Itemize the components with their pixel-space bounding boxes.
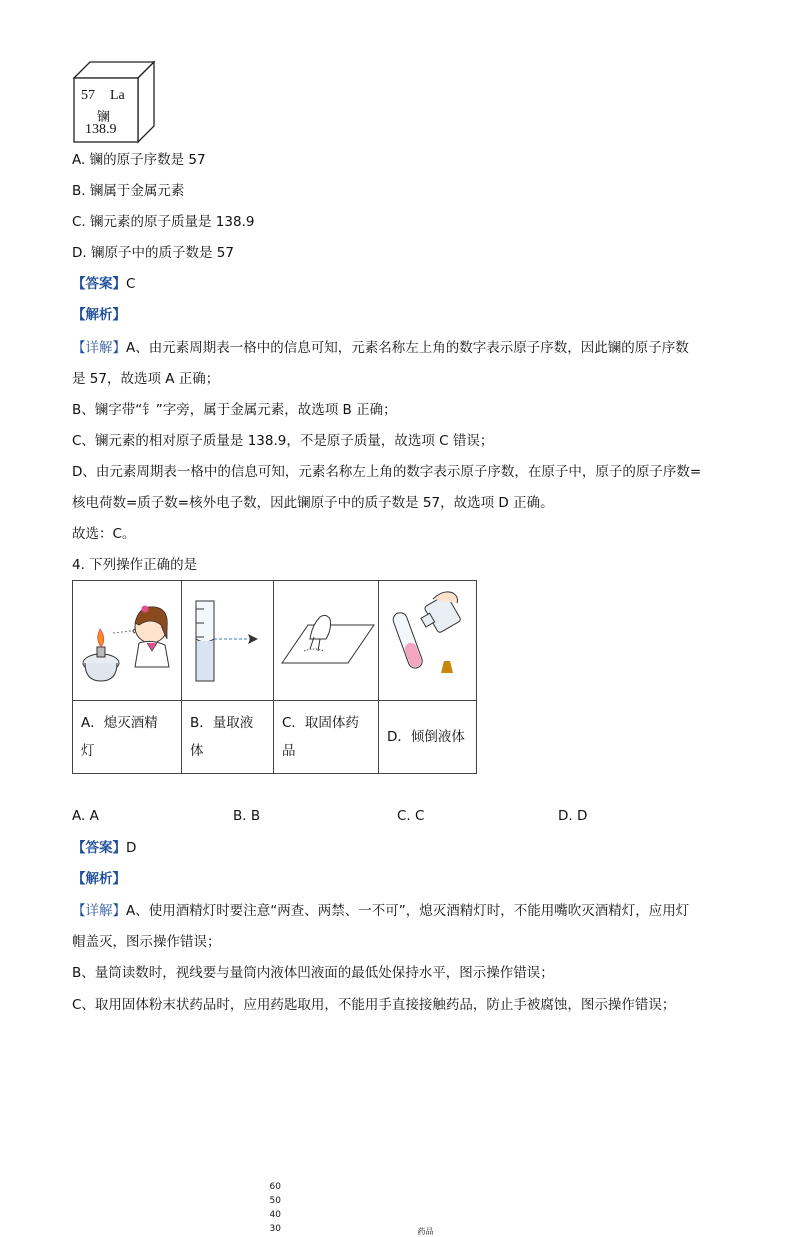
detail-text: A、使用酒精灯时要注意“两查、两禁、一不可”，熄灭酒精灯时，不能用嘴吹灭酒精灯，应用灯	[126, 903, 690, 919]
answer-value: C	[126, 276, 136, 292]
q4-analysis-tag: 【解析】	[72, 871, 126, 887]
hand-picking-solid-icon	[274, 581, 378, 696]
option-b-line1: B．量取液	[190, 715, 254, 731]
element-name: 镧	[97, 110, 111, 125]
q3-detail-line-4: C、镧元素的相对原子质量是 138.9，不是原子质量，故选项 C 错误；	[72, 433, 494, 449]
q4-choice-a: A. A	[72, 808, 99, 824]
pouring-liquid-icon	[379, 581, 476, 696]
q3-analysis-tag: 【解析】	[72, 307, 126, 323]
q3-option-c: C. 镧元素的原子质量是 138.9	[72, 214, 255, 230]
q4-choice-c: C. C	[397, 808, 425, 824]
q3-detail-line-3: B、镧字带“钅”字旁，属于金属元素，故选项 B 正确；	[72, 402, 397, 418]
option-a-line1: A．熄灭酒精	[81, 715, 158, 731]
option-a-image	[73, 581, 182, 701]
tick-40: 40	[269, 1209, 281, 1220]
tick-30: 30	[269, 1223, 281, 1234]
q4-detail-line-2: 帽盖灭，图示操作错误；	[72, 934, 221, 950]
answer-tag: 【答案】	[72, 276, 126, 292]
option-c-line2: 品	[282, 743, 296, 759]
option-d-line1: D．倾倒液体	[387, 729, 465, 745]
alcohol-lamp-blowing-icon	[73, 581, 181, 696]
answer-tag: 【答案】	[72, 840, 126, 856]
q3-option-d: D. 镧原子中的质子数是 57	[72, 245, 234, 261]
q3-detail-line-6: 核电荷数=质子数=核外电子数，因此镧原子中的质子数是 57，故选项 D 正确。	[72, 495, 554, 511]
option-b-label	[182, 701, 274, 774]
q3-detail-line-1	[72, 339, 689, 357]
graduated-cylinder-icon	[182, 581, 273, 696]
option-a-label	[73, 701, 182, 774]
q4-choice-b: B. B	[233, 808, 261, 824]
tick-50: 50	[269, 1195, 281, 1206]
q3-answer	[72, 275, 135, 293]
option-d-label	[379, 701, 477, 774]
q4-answer	[72, 839, 136, 857]
q4-detail-line-3: B、量筒读数时，视线要与量筒内液体凹液面的最低处保持水平，图示操作错误；	[72, 965, 554, 981]
q4-choice-d: D. D	[558, 808, 588, 824]
element-mass: 138.9	[85, 122, 117, 137]
element-cell	[72, 60, 156, 144]
detail-tag: 【详解】	[72, 903, 126, 919]
answer-value: D	[126, 840, 137, 856]
option-c-line1: C．取固体药	[282, 715, 359, 731]
element-number: 57	[81, 88, 95, 103]
option-a-line2: 灯	[81, 743, 95, 759]
detail-tag: 【详解】	[72, 340, 126, 356]
option-d-image	[379, 581, 477, 701]
option-b-line2: 体	[190, 743, 204, 759]
q3-option-b: B. 镧属于金属元素	[72, 183, 185, 199]
q3-detail-line-2: 是 57，故选项 A 正确；	[72, 371, 220, 387]
tick-60: 60	[269, 1181, 281, 1192]
option-c-label	[274, 701, 379, 774]
paper-label: 药品	[417, 1226, 434, 1236]
q3-detail-line-5: D、由元素周期表一格中的信息可知，元素名称左上角的数字表示原子序数，在原子中，原子的原子序数=	[72, 464, 702, 480]
q4-stem: 4. 下列操作正确的是	[72, 557, 198, 573]
q4-detail-line-1	[72, 902, 689, 920]
element-symbol: La	[110, 88, 125, 103]
q4-detail-line-4: C、取用固体粉末状药品时，应用药匙取用，不能用手直接接触药品，防止手被腐蚀，图示操作错误；	[72, 997, 676, 1013]
detail-text: A、由元素周期表一格中的信息可知，元素名称左上角的数字表示原子序数，因此镧的原子序数	[126, 340, 689, 356]
q3-conclusion: 故选：C。	[72, 526, 136, 542]
q3-option-a: A. 镧的原子序数是 57	[72, 152, 206, 168]
